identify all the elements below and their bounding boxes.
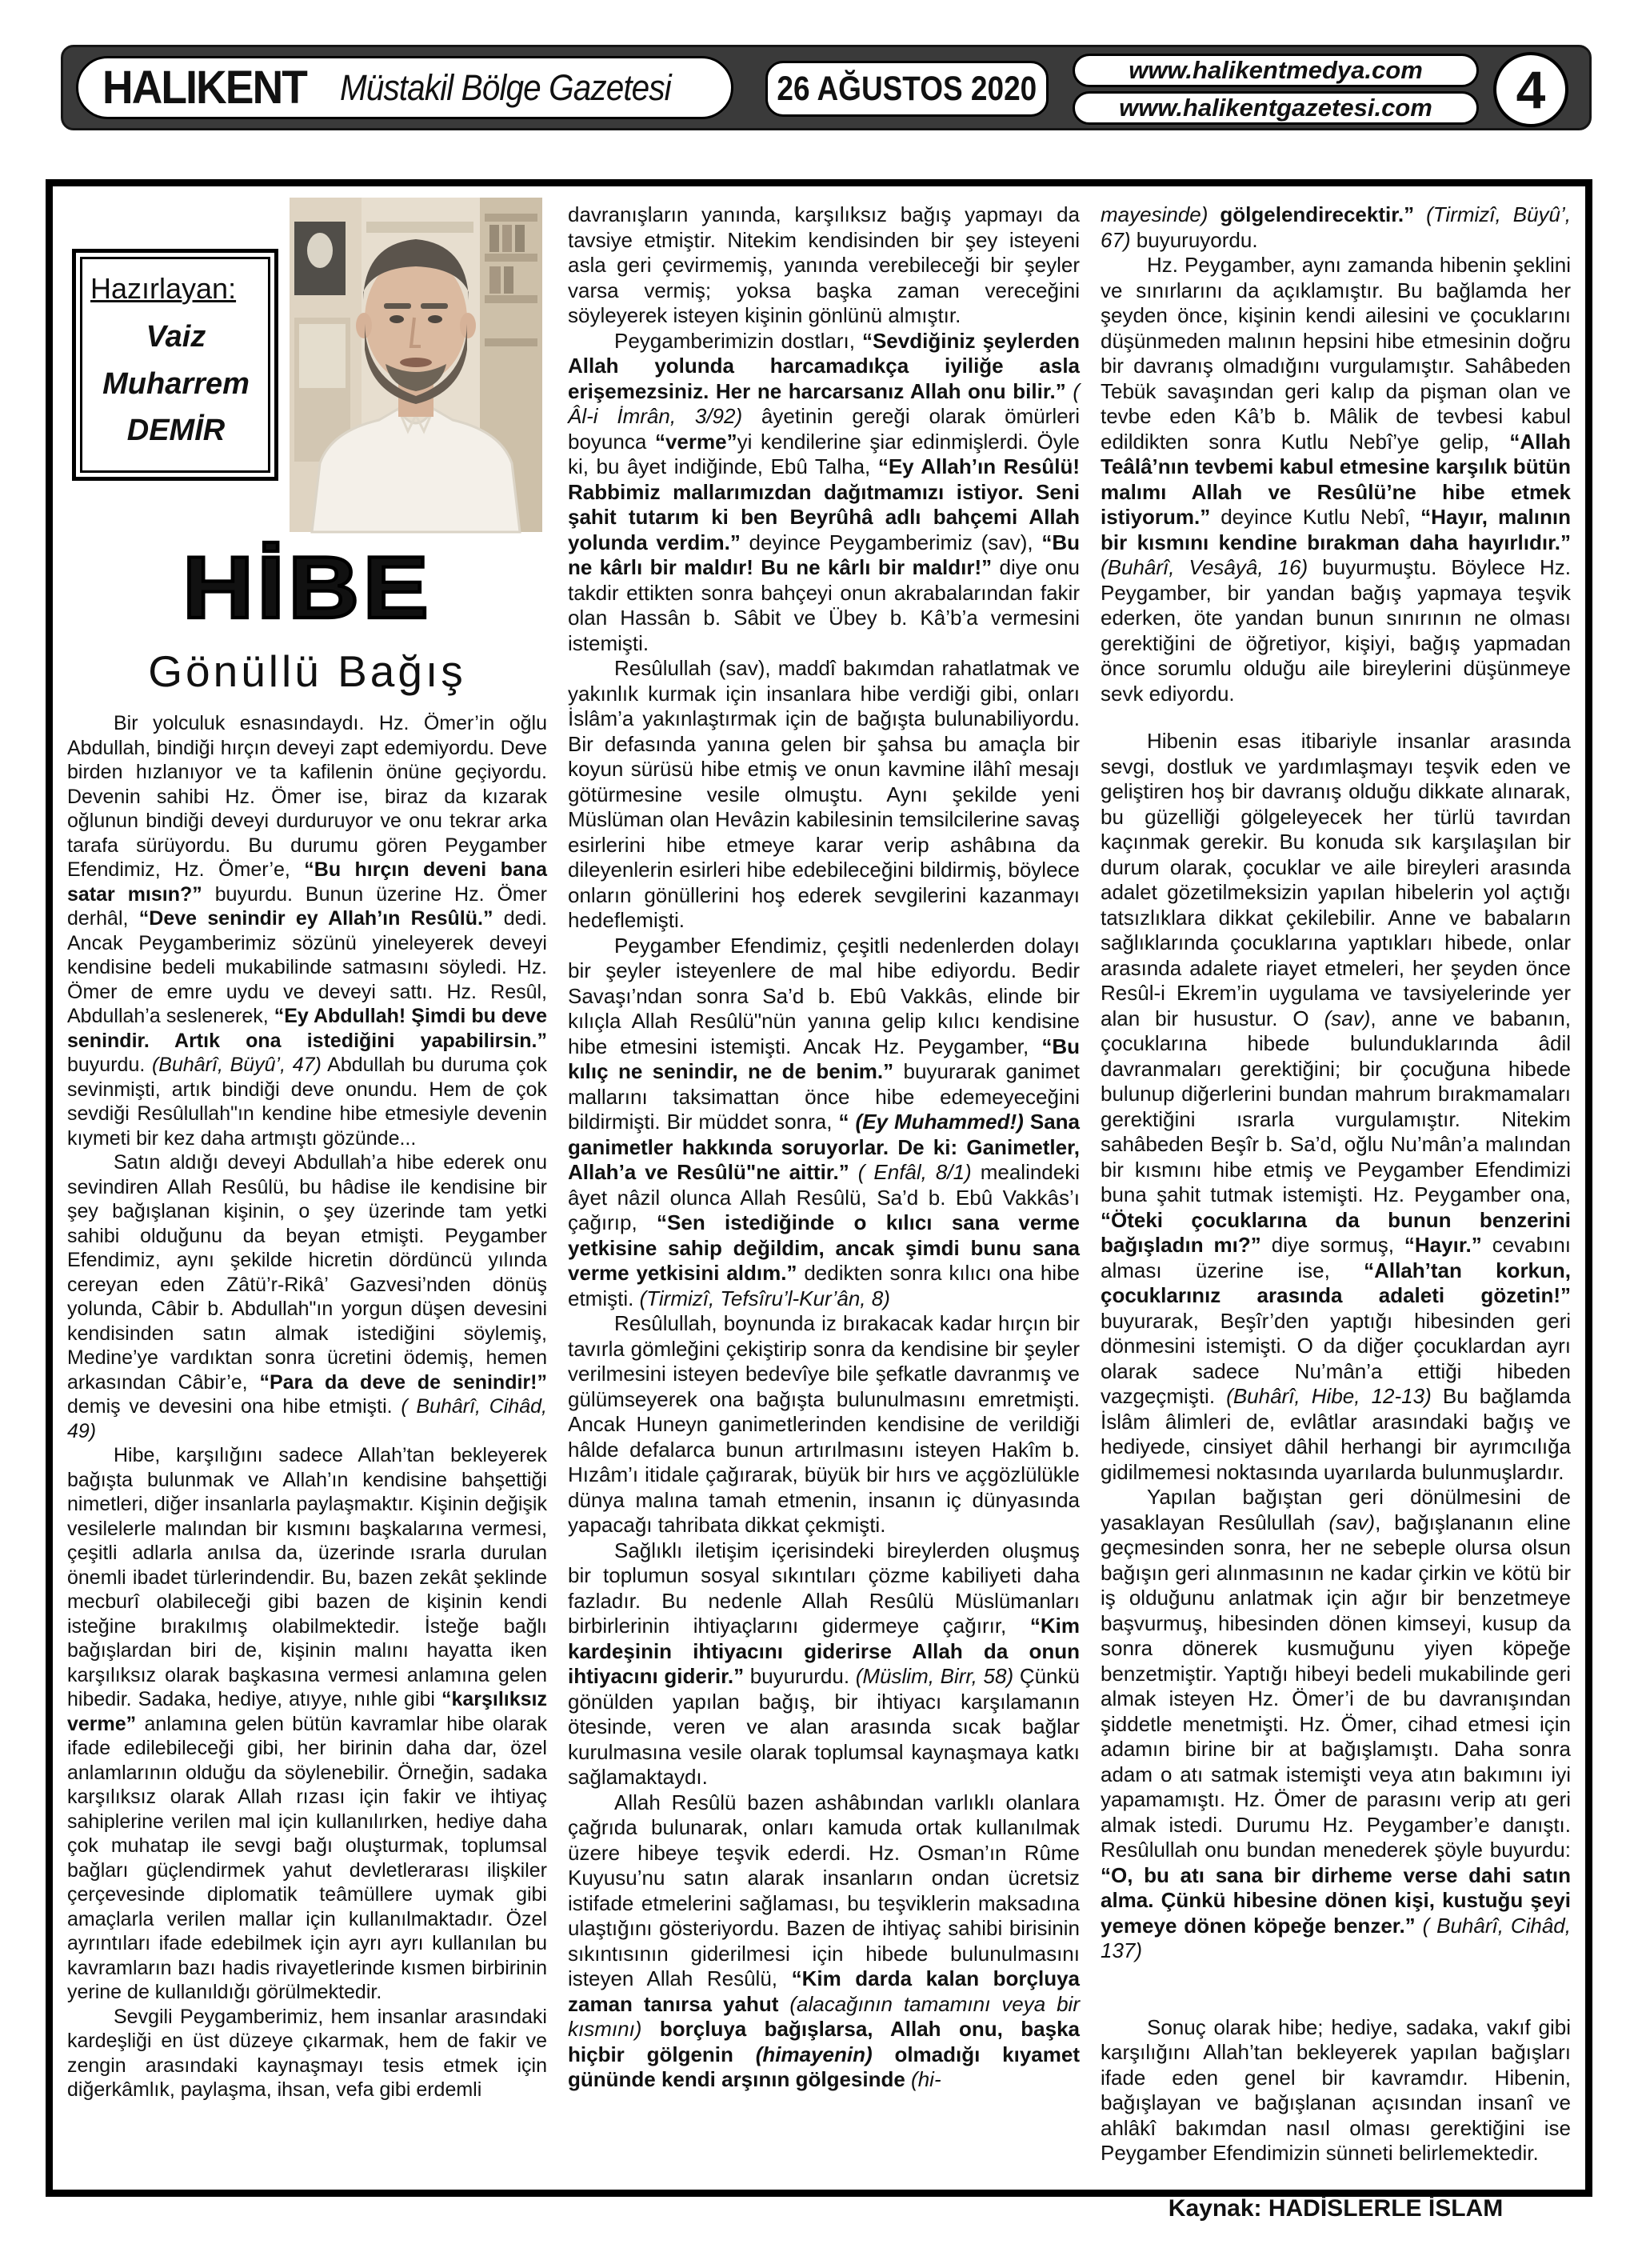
author-box <box>72 249 278 482</box>
paragraph: Sağlıklı iletişim içerisindeki bireylerden oluşmuş bir toplumun sosyal sıkıntıları çözme kabiliyeti daha fazladır. Bu nedenle Allah Resûlü Müslümanları birbirlerinin ihtiyaçlarını gidermeye çağırır, “Kim kardeşinin ihtiyacını giderirse Allah da onun ihtiyacını giderir.” buyururdu. (Müslim, Birr, 58) Çünkü gönülden yapılan bağış, bir ihtiyacı karşılamanın ötesinde, veren ve alan arasında sıcak bağlar kurulmasına vesile olarak toplumsal kaynaşmaya katkı sağlamaktaydı. <box>568 1538 1080 1789</box>
column-right <box>1101 198 1572 2222</box>
author-title: Vaiz <box>146 319 206 354</box>
paragraph: Resûlullah, boynunda iz bırakacak kadar hırçın bir tavırla gömleğini çekiştirip sonra da kendisine bir şeyler verilmesini isteyen bedevîye bile şefkatle davranmış ve gülümseyerek ona bağışta bulunulmasını emretmişti. Ancak Huneyn ganimetlerinden kendisine de verildiği hâlde defalarca bunun artırılmasını isteyen Hakîm b. Hızâm’ı itidale çağırarak, büyük bir hırs ve açgözlülükle dünya malına tamah etmenin, insanın iç dünyasında yapacağı tahribata dikkat çekmişti. <box>568 1311 1080 1537</box>
paragraph: Resûlullah (sav), maddî bakımdan rahatlatmak ve yakınlık kurmak için insanlara hibe verdiği gibi, onları İslâm’a yakınlaştırmak için de bağışta bulunabiliyordu. Bir defasında yanına gelen bir şahsa bu amaçla bir koyun sürüsü hibe etmiş ve onun kavmine ilâhî mesajı götürmesine vesile olmuştu. Aynı şekilde yeni Müslüman olan Hevâzin kabilesinin temsilcilerine savaş esirlerini hibe etmeye karar verip ashâbına da dileyenlerin esirleri hibe edebileceğini bildirmiş, böylece onların gönüllerini hoş ederek sevgilerini kazanmayı hedeflemişti. <box>568 656 1080 932</box>
paragraph: Hibenin esas itibariyle insanlar arasında sevgi, dostluk ve yardımlaşmayı teşvik eden ve geliştiren hoş bir davranış olduğu dikkate alınarak, bu güzelliği gölgeleyecek her türlü tavırdan kaçınmak gerekir. Bu konuda sık karşılaşılan bir durum olarak, çocuklar ve aile bireyleri arasında adalet gözetilmeksizin yapılan hibelerin yol açtığı tatsızlıklara dikkat çekilebilir. Anne ve babaların sağlıklarında çocuklarına yaptıkları hibede, onlar arasında adalete riayet etmeleri, her şeyden önce Resûl-i Ekrem’in uygulama ve tavsiyelerinde yer alan bir husustur. O (sav), anne ve babanın, çocuklarına hibede bulunduklarında âdil davranmaları gerektiğini; bir çocuğuna hibede bulunup diğerlerini bundan mahrum bırakmamaları gerektiğini ısrarla vurgulamıştır. Nitekim sahâbeden Beşîr b. Sa’d, oğlu Nu’mân’a malından bir kısmını hibe etmiş ve Peygamber Efendimizi buna şahit tutmak istemişti. Hz. Peygamber ona, “Öteki çocuklarına da bunun benzerini bağışladın mı?” diye sormuş, “Hayır.” cevabını alması üzerine ise, “Allah’tan korkun, çocuklarınız arasında adaleti gözetin!” buyurarak, Beşîr’den yaptığı hibesinden geri dönmesini istemişti. O da diğer çocuklardan ayrı olarak sadece Nu’mân’a ettiği hibeden vazgeçmişti. (Buhârî, Hibe, 12-13) Bu bağlamda İslâm âlimleri de, evlâtlar arasındaki bağış ve hediyede, cinsiyet dâhil herhangi bir ayrımcılığa gidilmemesi noktasında uyarılarda bulunmuşlardır. <box>1101 729 1572 1484</box>
author-box-inner <box>80 257 270 474</box>
paragraph: Bir yolculuk esnasındaydı. Hz. Ömer’in oğlu Abdullah, bindiği hırçın deveyi zapt edemiyordu. Deve birden hızlanıyor ve ta kafilenin önüne geçiyordu. Devenin sahibi Hz. Ömer ise, biraz da kızarak oğlunun bindiği deveyi durduruyor ve onu tekrar arka tarafa sürüyordu. Bu durumu gören Peygamber Efendimiz, Hz. Ömer’e, “Bu hırçın deveni bana satar mısın?” buyurdu. Bunun üzerine Hz. Ömer derhâl, “Deve senindir ey Allah’ın Resûlü.” dedi. Ancak Peygamberimiz sözünü yineleyerek deveyi kendisine bedeli mukabilinde satmasını söyledi. Hz. Ömer de emre uydu ve deveyi sattı. Hz. Resûl, Abdullah’a seslenerek, “Ey Abdullah! Şimdi bu deve senindir. Artık ona istediğini yapabilirsin.” buyurdu. (Buhârî, Büyû’, 47) Abdullah bu duruma çok sevinmişti, artık bindiği deve onundu. Hem de çok sevdiği Resûlullah"ın kendine hibe etmesiyle devenin kıymeti bir kez daha artmıştı gözünde... <box>67 712 548 1150</box>
date-pill <box>765 61 1049 117</box>
brand-pill <box>76 56 733 119</box>
column-middle <box>568 198 1080 2178</box>
paragraph: Sonuç olarak hibe; hediye, sadaka, vakıf gibi karşılığını Allah’tan bekleyerek yapılan bağışları ifade eden genel bir kavramdır. Hibenin, bağışlayan ve bağışlanan açısından insanî ve ahlâkî bakımdan nasıl olması gerektiğini ise Peygamber Efendimizin sünneti belirlemektedir. <box>1101 2014 1571 2165</box>
author-first-name: Muharrem <box>102 366 250 401</box>
issue-date: 26 AĞUSTOS 2020 <box>777 69 1037 108</box>
article-body-left <box>67 711 547 2102</box>
paragraph: Yapılan bağıştan geri dönülmesini de yasaklayan Resûlullah (sav), bağışlananın eline geçmesinden sonra, her ne sebeple olursa olsun bağışın geri alınmasının ne kadar çirkin ve kötü bir iş olduğunu anlatmak için ağır bir benzetmeye başvurmuş, hibesinden dönen kimseyi, kusup da sonra dönerek kusmuğunu yiyen köpeğe benzetmiştir. Yaptığı hibeyi bedeli mukabilinde geri almak isteyen Hz. Ömer’i de bu davranışından şiddetle menetmişti. Hz. Ömer, cihad etmesi için adamın birine bir at bağışlamıştı. Daha sonra adam o atı satmak istemişti veya atın bakımını iyi yapamamıştı. Hz. Ömer de parasını verip atı geri almak istedi. Durumu Hz. Peygamber’e danıştı. Resûlullah onu bundan menederek şöyle buyurdu: “O, bu atı sana bir dirheme verse dahi satın alma. Çünkü hibesine dönen kişi, kustuğu şeyi yemeye dönen köpeğe benzer.” ( Buhârî, Cihâd, 137) <box>1101 1485 1571 1962</box>
author-photo <box>290 198 542 532</box>
website-url-1: www.halikentmedya.com <box>1129 56 1423 84</box>
column-left <box>67 198 547 2178</box>
paragraph: Peygamber Efendimiz, çeşitli nedenlerden dolayı bir şeyler isteyenlere de mal hibe ediyordu. Bedir Savaşı’ndan sonra Sa’d b. Ebû Vakkâs, elinde bir kılıçla Allah Resûlü"nün yanına gelip kılıcı kendisine hibe etmesini istemişti. Ancak Hz. Peygamber, “Bu kılıç ne senindir, ne de benim.” buyurarak ganimet mallarını taksimattan önce hibe edemeyeceğini bildirmişti. Bir müddet sonra, “ (Ey Muhammed!) Sana ganimetler hakkında soruyorlar. De ki: Ganimetler, Allah’a ve Resûlü"ne aittir.” ( Enfâl, 8/1) mealindeki âyet nâzil olunca Allah Resûlü, Sa’d b. Ebû Vakkâs’ı çağırıp, “Sen istediğinde o kılıcı sana verme yetkisine sahip değildim, ancak şimdi bunu sana verme yetkisini aldım.” dedikten sonra kılıcı ona hibe etmişti. (Tirmizî, Tefsîru’l-Kur’ân, 8) <box>568 933 1081 1310</box>
brand-title: HALIKENT <box>102 62 306 114</box>
source-line: Kaynak: HADİSLERLE İSLAM <box>1168 2194 1504 2222</box>
article-frame <box>46 179 1592 2222</box>
website-pill-2 <box>1073 91 1479 125</box>
paragraph: Allah Resûlü bazen ashâbından varlıklı olanlara çağrıda bulunarak, onları kamuda ortak kullanılmak üzere hibeye teşvik ederdi. Hz. Osman’ın Rûme Kuyusu’nu satın alarak insanların ondan ücretsiz istifade etmelerini sağlaması, bu teşviklerin maksadına ulaştığını gösteriyordu. Bazen de ihtiyaç sahibi birisinin sıkıntısının giderilmesi için hibede bulunulmasını isteyen Allah Resûlü, “Kim darda kalan borçluya zaman tanırsa yahut (alacağının tamamını veya bir kısmını) borçluya bağışlarsa, Allah onu, başka hiçbir gölgenin (himayenin) olmadığı kıyamet gününde kendi arşının gölgesinde (hi- <box>568 1790 1080 2091</box>
article-subtitle: Gönüllü Bağış <box>148 646 466 696</box>
article-title: HİBE <box>182 539 433 637</box>
masthead-bar <box>61 45 1592 130</box>
website-pill-1 <box>1073 54 1479 87</box>
brand-tagline: Müstakil Bölge Gazetesi <box>339 66 671 108</box>
page-number: 4 <box>1516 60 1546 119</box>
paragraph: davranışların yanında, karşılıksız bağış yapmayı da tavsiye etmiştir. Nitekim kendisinden bir şey isteyeni asla geri çevirmemiş, yanında verebileceği bir şeyler varsa vermiş; yoksa başka zaman vereceğini söyleyerek isteyen kişinin gönlünü almıştır. <box>568 202 1080 327</box>
paragraph: Satın aldığı deveyi Abdullah’a hibe ederek onu sevindiren Allah Resûlü, bu hâdise ile kendisine bir şey bağışlanan kişinin, o şey üzerinde tam yetki sahibi olduğunu da beyan etmişti. Peygamber Efendimiz, aynı şekilde hicretin dördüncü yılında cereyan eden Zâtü’r-Rikâ’ Gazvesi’nden dönüş yolunda, Câbir b. Abdullah"ın yorgun düşen devesini kendisinden satın almak istediğini söylemiş, Medine’ye vardıktan sonra ücretini ödemiş, hemen arkasından Câbir’e, “Para da deve de senindir!” demiş ve devesini ona hibe etmişti. ( Buhârî, Cihâd, 49) <box>67 1151 547 1442</box>
author-last-name: DEMİR <box>126 414 226 448</box>
paragraph: Hibe, karşılığını sadece Allah’tan bekleyerek bağışta bulunmak ve Allah’ın kendisine bahşettiği nimetleri, diğer insanlarla paylaşmaktır. Kişinin değişik vesilelerle malından bir kısmını başkalarına vermesi, çeşitli adlarla anılsa da, üzerinde ısrarla durulan önemli ibadet türlerindendir. Bu, bazen zekât şeklinde mecburî olabileceği gibi bazen de kişinin kendi isteğine bırakılmış olabilmektedir. İsteğe bağlı bağışlardan biri de, kişinin malını hayatta iken karşılıksız olarak başkasına vermesi anlamına gelen hibedir. Sadaka, hediye, atıyye, nıhle gibi “karşılıksız verme” anlamına gelen bütün kavramlar hibe olarak ifade edilebileceği gibi, her birinin daha dar, özel anlamlarının olduğu da söylenebilir. Örneğin, sadaka karşılıksız olarak Allah rızası için fakir ve ihtiyaç sahiplerine verilen mal için kullanılırken, hediye daha çok muhatap ile sevgi bağı oluşturmak, toplumsal bağları güçlendirmek yahut devletlerarası ilişkiler çerçevesinde diplomatik teâmüllere uymak gibi amaçlarla verilen mallar için kullanılmaktadır. Özel ayrıntıları ifade edebilmek için ayrı ayrı kullanılan bu kavramların bazı hadis rivayetlerinde kısmen birbirinin yerine de kullanıldığı görülmektedir. <box>67 1444 547 2003</box>
paragraph: Peygamberimizin dostları, “Sevdiğiniz şeylerden Allah yolunda harcamadıkça iyiliğe asla erişemezsiniz. Her ne harcarsanız Allah onu bilir.” ( Âl-i İmrân, 3/92) âyetinin gereği olarak ömürleri boyunca “verme”yi kendilerine şiar edinmişlerdi. Öyle ki, bu âyet indiğinde, Ebû Talha, “Ey Allah’ın Resûlü! Rabbimiz mallarımızdan dağıtmamızı istiyor. Seni şahit tutarım ki ben Beyrûhâ adlı bahçemi Allah yolunda verdim.” deyince Peygamberimiz (sav), “Bu ne kârlı bir maldır! Bu ne kârlı bir maldır!” diye onu takdir ettikten sonra bahçeyi onun akrabalarından fakir olan Hassân b. Sâbit ve Übey b. Kâ’b’a vermesini istemişti. <box>568 328 1080 655</box>
paragraph: Sevgili Peygamberimiz, hem insanlar arasındaki kardeşliği en üst düzeye çıkarmak, hem de fakir ve zengin arasındaki kaynaşmayı tesis etmek için diğerkâmlık, paylaşma, ihsan, vefa gibi erdemli <box>67 2005 547 2101</box>
author-label: Hazırlayan: <box>90 271 237 305</box>
article-body-middle <box>568 202 1080 2093</box>
author-block <box>72 198 547 532</box>
page-number-badge <box>1493 52 1568 127</box>
website-url-2: www.halikentgazetesi.com <box>1119 94 1432 122</box>
article-body-right <box>1101 202 1571 2166</box>
paragraph: mayesinde) gölgelendirecektir.” (Tirmizî, Büyû’, 67) buyuruyordu. <box>1101 202 1571 252</box>
paragraph: Hz. Peygamber, aynı zamanda hibenin şeklini ve sınırlarını da açıklamıştır. Bu bağlamda her şeyden önce, kişinin kendi ailesini ve çocuklarını düşünmeden malının hepsini hibe etmesinin doğru bir davranış olmadığını vurgulamıştır. Sahâbeden Tebük savaşından geri kalıp da pişman olan ve tevbe eden Kâ’b b. Mâlik de tevbesi kabul edildikten sonra Kutlu Nebî’ye gelip, “Allah Teâlâ’nın tevbemi kabul etmesine karşılık bütün malımı Allah ve Resûlü’ne hibe etmek istiyorum.” deyince Kutlu Nebî, “Hayır, malının bir kısmını kendine bırakman daha hayırlıdır.” (Buhârî, Vesâyâ, 16) buyurmuştu. Böylece Hz. Peygamber, bir yandan bağış yapmaya teşvik ederken, öte yandan bunun sınırının ne olması gerektiğini de öğretiyor, kişiyi, bağış yapmadan önce sorumlu olduğu aile bireylerini düşünmeye sevk ediyordu. <box>1101 253 1571 706</box>
